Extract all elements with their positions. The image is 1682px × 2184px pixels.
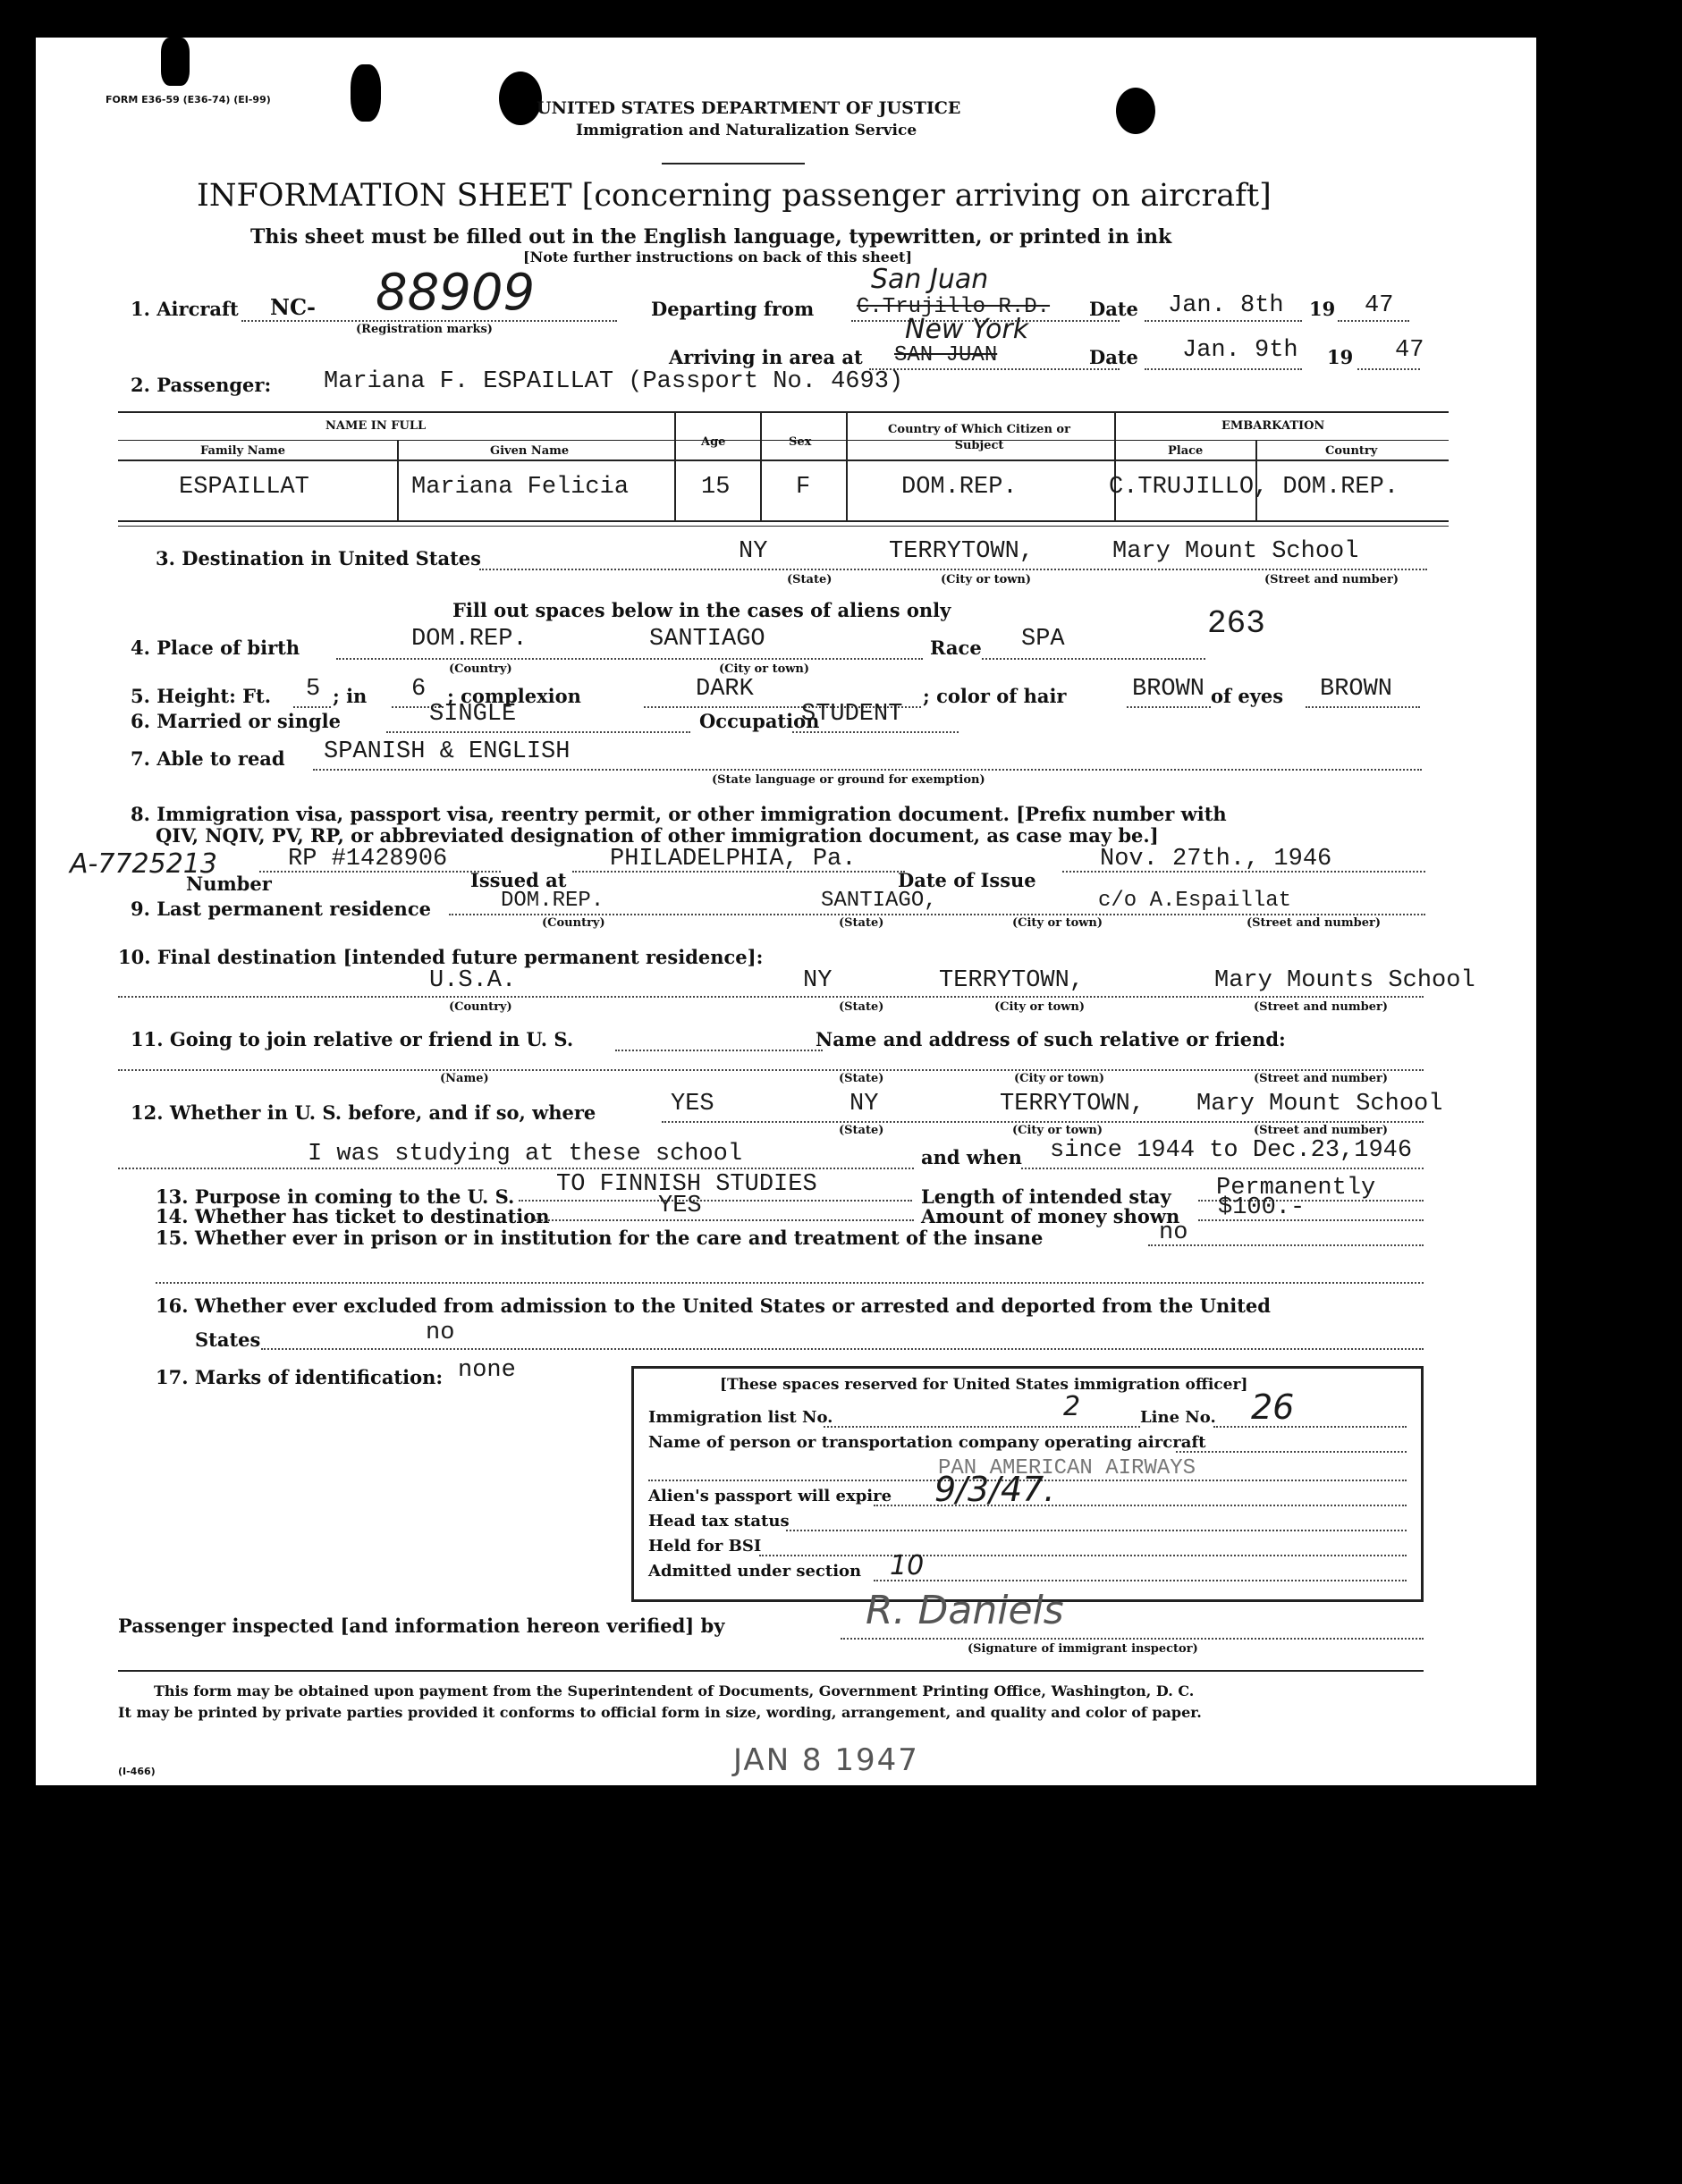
marks-value: none [458,1357,516,1384]
previous-when: since 1944 to Dec.23,1946 [1050,1137,1413,1164]
excluded-label-2: States [195,1328,261,1351]
purpose-value: TO FINNISH STUDIES [556,1171,817,1198]
join-name-caption: (Name) [440,1072,489,1085]
sex-header: Sex [789,435,812,449]
visa-number: RP #1428906 [288,846,448,873]
list-number: 2 [1063,1391,1081,1422]
embark-country: , DOM.REP. [1254,474,1399,501]
aliens-note: Fill out spaces below in the cases of aliens only [452,599,951,621]
join-label: 11. Going to join relative or friend in U. S. [131,1028,574,1050]
inspector-signature: R. Daniels [866,1588,1064,1633]
officer-box [631,1366,1424,1602]
visa-text-2: QIV, NQIV, PV, RP, or abbreviated designation of other immigration document, as case may be.] [156,824,1159,847]
operator-value: PAN AMERICAN AIRWAYS [938,1456,1196,1480]
visa-date: Nov. 27th., 1946 [1100,846,1332,873]
final-street: Mary Mounts School [1214,967,1475,994]
damage-mark [161,38,190,86]
join-street-caption: (Street and number) [1254,1072,1388,1085]
aircraft-prefix: NC- [270,294,316,320]
signature-caption: (Signature of immigrant inspector) [968,1642,1198,1656]
passport-expire-label: Alien's passport will expire [648,1487,892,1505]
destination-label: 3. Destination in United States [156,547,481,569]
depart-year: 47 [1365,292,1394,319]
birth-country-caption: (Country) [449,662,512,676]
punch-hole-left [499,72,542,125]
departing-label: Departing from [651,298,815,320]
birth-city: SANTIAGO [649,626,765,653]
depart-year-prefix: 19 [1309,298,1336,320]
information-sheet [36,38,1536,1785]
occupation-label: Occupation [699,710,820,732]
bsi-label: Held for BSI [648,1537,762,1556]
excluded-label-1: 16. Whether ever excluded from admission to the United States or arrested and deported from the United [156,1294,1271,1317]
height-in-label: ; in [333,685,368,707]
arrive-date-label: Date [1089,346,1138,368]
sex-value: F [796,474,811,501]
operator-label: Name of person or transportation company operating aircraft [648,1433,1206,1452]
punch-hole-right [1116,88,1155,134]
arriving-correction: New York [905,314,1029,345]
residence-state-caption: (State) [839,916,884,930]
join-city-caption: (City or town) [1014,1072,1105,1085]
stay-value: Permanently [1216,1175,1376,1202]
eyes-value: BROWN [1320,676,1393,703]
final-country-caption: (Country) [449,1000,512,1014]
prison-label: 15. Whether ever in prison or in institution for the care and treatment of the insane [156,1227,1044,1249]
line-label: Line No. [1140,1408,1216,1427]
place-header: Place [1168,444,1204,458]
inspection-label: Passenger inspected [and information hereon verified] by [118,1615,725,1637]
previous-value: YES [671,1091,714,1117]
eyes-label: of eyes [1211,685,1284,707]
passenger-value: Mariana F. ESPAILLAT (Passport No. 4693) [324,368,904,395]
final-destination-label: 10. Final destination [intended future permanent residence]: [118,946,764,968]
visa-date-label: Date of Issue [898,869,1036,891]
final-state: NY [803,967,833,994]
destination-city-caption: (City or town) [941,573,1032,586]
birth-city-caption: (City or town) [719,662,810,676]
destination-state: NY [739,538,768,565]
depart-date: Jan. 8th [1168,292,1284,319]
citizen-value: DOM.REP. [901,474,1018,501]
marital-value: SINGLE [429,701,517,728]
age-header: Age [701,435,726,449]
occupation-value: STUDENT [801,701,903,728]
visa-number-label: Number [186,873,272,895]
footer-code: (I-466) [118,1766,156,1777]
height-in: 6 [411,676,427,703]
department-name: UNITED STATES DEPARTMENT OF JUSTICE [537,98,961,118]
complexion-label: ; complexion [447,685,581,707]
previous-city: TERRYTOWN, [1000,1091,1145,1117]
visa-issued-label: Issued at [470,869,567,891]
money-value: $100.- [1218,1194,1306,1221]
money-label: Amount of money shown [921,1205,1180,1227]
residence-state: SANTIAGO, [821,889,937,913]
arrive-date: Jan. 9th [1182,337,1298,364]
previous-detail: I was studying at these school [308,1141,743,1168]
destination-city: TERRYTOWN, [889,538,1035,565]
final-country: U.S.A. [429,967,517,994]
read-value: SPANISH & ENGLISH [324,738,571,765]
final-city-caption: (City or town) [994,1000,1086,1014]
destination-street: Mary Mount School [1112,538,1359,565]
service-name: Immigration and Naturalization Service [576,122,917,139]
birth-country: DOM.REP. [411,626,528,653]
section-label: Admitted under section [648,1562,862,1581]
embarkation-header: EMBARKATION [1221,419,1325,433]
height-label: 5. Height: Ft. [131,685,272,707]
previous-street: Mary Mount School [1196,1091,1443,1117]
previous-state: NY [849,1091,879,1117]
marital-label: 6. Married or single [131,710,342,732]
final-state-caption: (State) [839,1000,884,1014]
ticket-value: YES [658,1193,702,1219]
prison-value: no [1159,1219,1188,1246]
family-name: ESPAILLAT [179,474,309,501]
visa-text-1: 8. Immigration visa, passport visa, reentry permit, or other immigration document. [Prefix number with [131,803,1227,825]
passport-expire-value: 9/3/47. [934,1470,1055,1509]
marks-label: 17. Marks of identification: [156,1366,444,1388]
height-ft: 5 [306,676,321,703]
date-stamp: JAN 8 1947 [733,1742,919,1778]
arriving-original: SAN JUAN [894,343,998,367]
depart-date-label: Date [1089,298,1138,320]
instruction-note: [Note further instructions on back of this sheet] [523,249,913,266]
visa-issued: PHILADELPHIA, Pa. [610,846,857,873]
stay-label: Length of intended stay [921,1185,1171,1208]
residence-label: 9. Last permanent residence [131,898,431,920]
departing-original: C.Trujillo R.D. [857,295,1051,319]
complexion-value: DARK [696,676,754,703]
race-label: Race [930,637,982,659]
excluded-value: no [426,1320,455,1346]
residence-street: c/o A.Espaillat [1098,889,1292,913]
departing-correction: San Juan [871,264,989,295]
destination-street-caption: (Street and number) [1264,573,1399,586]
race-value: SPA [1021,626,1065,653]
arrive-year-prefix: 19 [1327,346,1354,368]
hair-label: ; color of hair [923,685,1067,707]
name-in-full-header: NAME IN FULL [325,419,427,433]
final-city: TERRYTOWN, [939,967,1085,994]
residence-country: DOM.REP. [501,889,604,913]
previous-street-caption: (Street and number) [1254,1124,1388,1137]
section-value: 10 [890,1550,925,1581]
given-name: Mariana Felicia [411,474,630,501]
previous-state-caption: (State) [839,1124,884,1137]
list-label: Immigration list No. [648,1408,833,1427]
punch-hole-top [351,64,381,122]
line-number: 26 [1251,1387,1295,1427]
arrive-year: 47 [1395,337,1424,364]
form-number: FORM E36-59 (E36-74) (EI-99) [106,94,271,105]
join-state-caption: (State) [839,1072,884,1085]
footer-line-1: This form may be obtained upon payment from the Superintendent of Documents, Government Printing Office, Washington, D. C. [154,1682,1195,1699]
page-title: INFORMATION SHEET [concerning passenger arriving on aircraft] [197,178,1272,214]
final-street-caption: (Street and number) [1254,1000,1388,1014]
previous-when-label: and when [921,1146,1022,1168]
aircraft-registration: 88909 [376,264,536,322]
given-name-header: Given Name [490,444,570,458]
citizen-header: Country of Which Citizen or Subject [888,423,1070,453]
residence-street-caption: (Street and number) [1247,916,1381,930]
embark-place: C.TRUJILLO [1109,474,1255,501]
passenger-label: 2. Passenger: [131,374,272,396]
residence-city-caption: (City or town) [1012,916,1103,930]
visa-handwritten: A-7725213 [70,848,217,880]
previous-city-caption: (City or town) [1012,1124,1103,1137]
officer-box-title: [These spaces reserved for United States immigration officer] [720,1376,1248,1394]
previous-label: 12. Whether in U. S. before, and if so, where [131,1101,596,1124]
residence-country-caption: (Country) [542,916,605,930]
age-value: 15 [701,474,731,501]
footer-line-2: It may be printed by private parties provided it conforms to official form in size, wording, arrangement, and quality and color of paper. [118,1704,1202,1721]
purpose-label: 13. Purpose in coming to the U. S. [156,1185,515,1208]
instruction-text: This sheet must be filled out in the English language, typewritten, or printed in ink [250,225,1172,249]
join-name-label: Name and address of such relative or friend: [816,1028,1286,1050]
birth-label: 4. Place of birth [131,637,300,659]
aircraft-label: 1. Aircraft [131,298,239,320]
registration-caption: (Registration marks) [356,323,493,336]
hair-value: BROWN [1132,676,1205,703]
ticket-label: 14. Whether has ticket to destination [156,1205,550,1227]
family-name-header: Family Name [200,444,285,458]
read-label: 7. Able to read [131,747,285,770]
embark-country-header: Country [1325,444,1378,458]
head-tax-label: Head tax status [648,1512,790,1530]
arriving-label: Arriving in area at [669,346,863,368]
read-caption: (State language or ground for exemption) [712,773,985,787]
stamp-number: 263 [1207,605,1265,642]
destination-state-caption: (State) [787,573,833,586]
